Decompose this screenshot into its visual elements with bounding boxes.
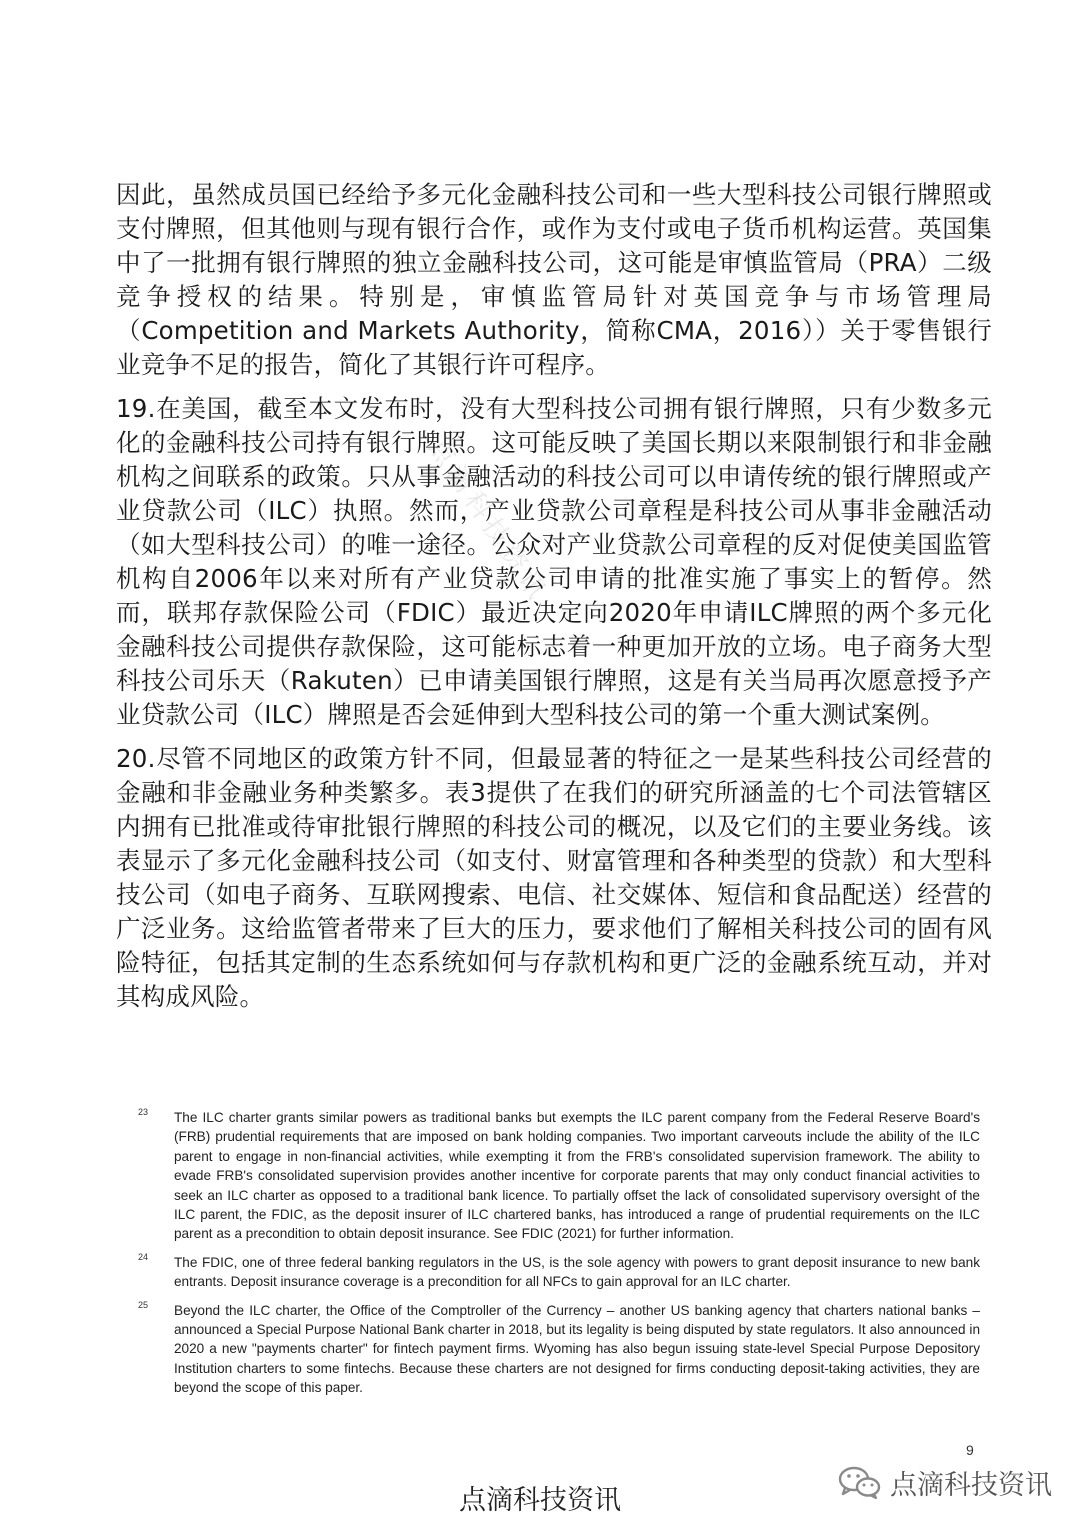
- footnote-number: 23: [138, 1107, 149, 1117]
- footnote-number: 25: [138, 1299, 149, 1310]
- footnote-text: The ILC charter grants similar powers as traditional banks but exempts the ILC parent company from the Federal Reserve Board's (FRB) prudential requirements that are imposed on bank holding companies. Two important carveouts include the ability of the ILC parent to engage in non-financial activities, while exempting it from the FRB's consolidated supervision framework. The ability to evade FRB's consolidated supervision provides another incentive for corporate parents that may only conduct financial activities to seek an ILC charter as opposed to a traditional bank licence. To partially offset the lack of consolidated supervisory oversight of the ILC parent, the FDIC, as the deposit insurer of ILC chartered banks, has introduced a range of prudential requirements on the ILC parent as a precondition to obtain deposit insurance. See FDIC (2021) for further information.: [174, 1110, 980, 1242]
- bottom-caption: 点滴科技资讯: [459, 1485, 621, 1516]
- footnote-text: Beyond the ILC charter, the Office of the Comptroller of the Currency – another US banking agency that charters national banks – announced a Special Purpose National Bank charter in 2018, but its legality is being disputed by state regulators. It also announced in 2020 a new "payments charter" for fintech payment firms. Wyoming has also begun issuing state-level Special Purpose Depository Institution charters to some fintechs. Because these charters are not designed for firms conducting deposit-taking activities, they are beyond the scope of this paper.: [174, 1302, 980, 1396]
- wechat-account-name: 点滴科技资讯: [890, 1469, 1052, 1501]
- footnotes-section: [138, 1108, 980, 1407]
- page-number: 9: [966, 1442, 974, 1458]
- footnote-number: 24: [138, 1251, 149, 1262]
- main-body-text: [116, 178, 992, 1024]
- footnote-25: [138, 1301, 980, 1398]
- watermark: 点滴科技资讯: [422, 433, 555, 610]
- footnote-text: The FDIC, one of three federal banking regulators in the US, is the sole agency with powers to grant deposit insurance to new bank entrants. Deposit insurance coverage is a precondition for all NFCs to gain approval for an ILC charter.: [174, 1254, 980, 1290]
- paragraph-18: 因此，虽然成员国已经给予多元化金融科技公司和一些大型科技公司银行牌照或支付牌照，但其他则与现有银行合作，或作为支付或电子货币机构运营。英国集中了一批拥有银行牌照的独立金融科技公司，这可能是审慎监管局（PRA）二级竞争授权的结果。特别是，审慎监管局针对英国竞争与市场管理局（Competition and Markets Authority，简称CMA，2016））关于零售银行业竞争不足的报告，简化了其银行许可程序。: [116, 180, 992, 379]
- footnote-24: [138, 1253, 980, 1292]
- footnote-23: [138, 1108, 980, 1244]
- paragraph-20: 20.尽管不同地区的政策方针不同，但最显著的特征之一是某些科技公司经营的金融和非金融业务种类繁多。表3提供了在我们的研究所涵盖的七个司法管辖区内拥有已批准或待审批银行牌照的科技公司的概况，以及它们的主要业务线。该表显示了多元化金融科技公司（如支付、财富管理和各种类型的贷款）和大型科技公司（如电子商务、互联网搜索、电信、社交媒体、短信和食品配送）经营的广泛业务。这给监管者带来了巨大的压力，要求他们了解相关科技公司的固有风险特征，包括其定制的生态系统如何与存款机构和更广泛的金融系统互动，并对其构成风险。: [116, 744, 992, 1011]
- paragraph-19: 19.在美国，截至本文发布时，没有大型科技公司拥有银行牌照，只有少数多元化的金融科技公司持有银行牌照。这可能反映了美国长期以来限制银行和非金融机构之间联系的政策。只从事金融活动的科技公司可以申请传统的银行牌照或产业贷款公司（ILC）执照。然而，产业贷款公司章程是科技公司从事非金融活动（如大型科技公司）的唯一途径。公众对产业贷款公司章程的反对促使美国监管机构自2006年以来对所有产业贷款公司申请的批准实施了事实上的暂停。然而，联邦存款保险公司（FDIC）最近决定向2020年申请ILC牌照的两个多元化金融科技公司提供存款保险，这可能标志着一种更加开放的立场。电子商务大型科技公司乐天（Rakuten）已申请美国银行牌照，这是有关当局再次愿意授予产业贷款公司（ILC）牌照是否会延伸到大型科技公司的第一个重大测试案例。: [116, 394, 992, 729]
